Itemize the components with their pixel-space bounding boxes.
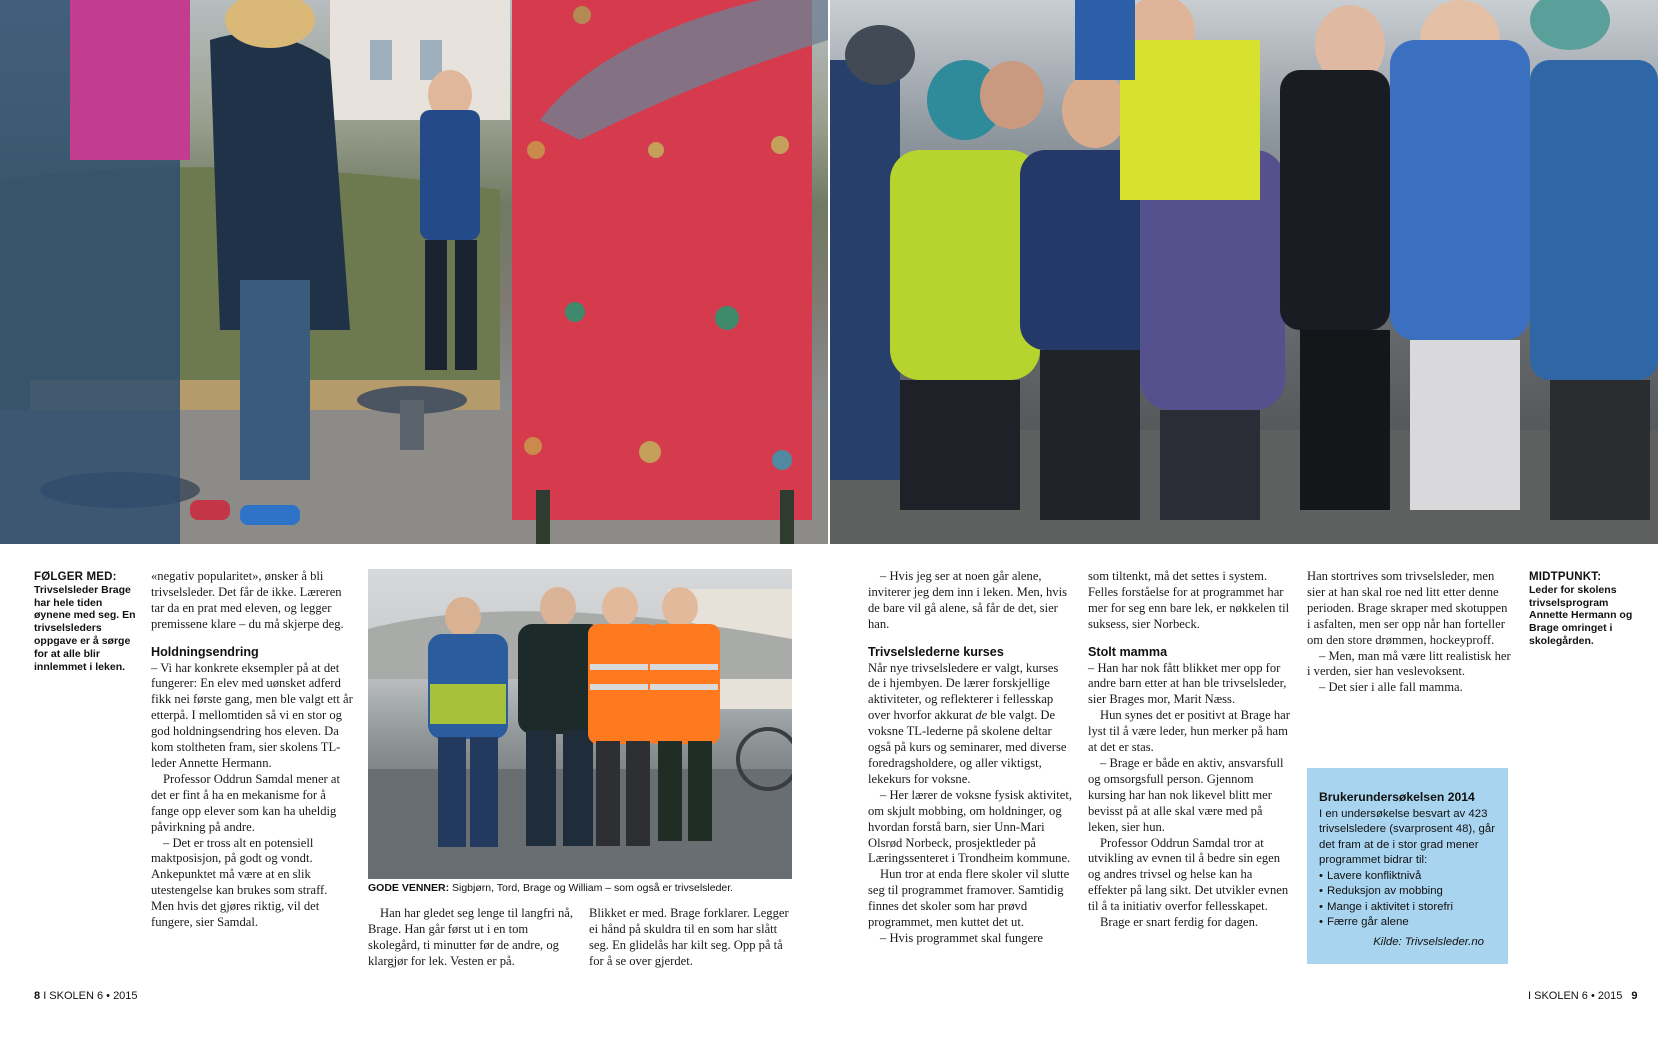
photo-right-illustration: [830, 0, 1658, 544]
folio-right-text: I SKOLEN 6 • 2015: [1528, 990, 1623, 1002]
column5-paragraph-3: Hun synes det er positivt at Brage har lyst til å være leder, hun merker på ham at det er stas.: [1088, 708, 1290, 755]
page-number-right: 9: [1631, 990, 1638, 1002]
article-column-6: [1307, 569, 1511, 696]
column5-paragraph-1: som tiltenkt, må det settes i system. Felles forståelse for at programmet har mer for seg enn bare lek, er nøkkelen til suksess, sier Norbeck.: [1088, 569, 1290, 631]
article-column-5: [1088, 569, 1294, 931]
factbox-intro: I en undersøkelse besvart av 423 trivselsledere (svarprosent 48), går det fram at de i stor grad mener programmet bidrar til:: [1319, 807, 1495, 866]
caption-middle-text: Sigbjørn, Tord, Brage og William – som også er trivselsleder.: [449, 882, 734, 894]
column5-paragraph-2: – Han har nok fått blikket mer opp for andre barn etter at han ble trivselsleder, sier Brages mor, Marit Næss.: [1088, 660, 1287, 707]
column5-paragraph-6: Brage er snart ferdig for dagen.: [1100, 915, 1259, 930]
column2-paragraph-1: Han har gledet seg lenge til langfri nå, Brage. Han går først ut i en tom skolegård, ti minutter før de andre, og klargjør for lek. Vesten er på.: [368, 906, 574, 968]
factbox-list: [1319, 869, 1498, 931]
column4-paragraph-3: – Her lærer de voksne fysisk aktivitet, om skjult mobbing, om holdninger, og hvordan forstå barn, sier Unn-Mari Olsrød Norbeck, prosjektleder på Læringssenteret i Trondheim kommune.: [868, 787, 1073, 866]
column6-paragraph-1: Han stortrives som trivselsleder, men sier at han skal roe ned litt etter denne perioden. Brage skraper med skotuppen i asfalten, men ser opp når han forteller om den store drømmen, hockeyproff.: [1307, 569, 1508, 647]
article-column-3: [589, 906, 797, 970]
factbox-title: Brukerundersøkelsen 2014: [1319, 790, 1475, 804]
column1-paragraph-2: – Vi har konkrete eksempler på at det fungerer: En elev med uønsket adferd fikk nei første gang, men ble valgt ett år etterpå. I mellomtiden så vi en stor og god holdningsendring hos eleven. Da kom stoltheten fram, sier skolens TL-leder Annette Hermann.: [151, 660, 353, 770]
column5-paragraph-5: Professor Oddrun Samdal tror at utvikling av evnen til å bedre sin egen og andres trivsel og helse kan ha effekter på lang sikt. Det utvikler evnen til å ta initiativ overfor fellesskapet.: [1088, 835, 1289, 914]
column3-paragraph-1: Blikket er med. Brage forklarer. Legger ei hånd på skuldra til en som har slått seg. En glidelås har kilt seg. Opp på tå for å se over gjerdet.: [589, 906, 789, 968]
column4-paragraph-2-b: ble valgt. De voksne TL-lederne på skolene deltar også på kurs og seminarer, med diverse foredragsholdere, og aller viktigst, lekekurs for voksne.: [868, 708, 1067, 786]
column4-paragraph-4: Hun tror at enda flere skoler vil slutte seg til programmet framover. Samtidig finnes det skoler som har prøvd programmet, men kuttet det ut.: [868, 867, 1070, 930]
caption-left: [34, 571, 139, 673]
column5-paragraph-4: – Brage er både en aktiv, ansvarsfull og omsorgsfull person. Gjennom kursing har han nok likevel blitt mer bevisst på at alle skal være med på leken, sier hun.: [1088, 755, 1284, 834]
caption-middle-label: GODE VENNER:: [368, 882, 450, 894]
factbox-list-item: • Lavere konfliktnivå: [1319, 869, 1498, 885]
caption-right: [1529, 571, 1639, 648]
photo-mid-illustration: [368, 569, 792, 879]
caption-right-label: MIDTPUNKT:: [1529, 571, 1602, 583]
caption-left-text: Trivselsleder Brage har hele tiden øynene med seg. En trivselsleders oppgave er å sørge for at alle blir innlemmet i leken.: [34, 583, 136, 673]
photo-left-illustration: [0, 0, 828, 544]
column4-paragraph-2-a: Når nye trivselsledere er valgt, kurses de i hjembyen. De lærer forskjellige aktiviteter, og reflekterer i fellesskap over hvorfor akkurat: [868, 660, 1059, 723]
column1-paragraph-1: «negativ popularitet», ønsker å bli trivselsleder. Det får de ikke. Læreren tar da en prat med eleven, og legger premissene klare – du må skjerpe deg.: [151, 569, 344, 631]
photo-friends: [368, 569, 792, 879]
factbox-source: Kilde: Trivselsleder.no: [1373, 935, 1484, 948]
column1-paragraph-3: Professor Oddrun Samdal mener at det er fint å ha en mekanisme for å fange opp elever som kan ha uheldig påvirkning på andre.: [151, 771, 340, 834]
article-column-1: [151, 569, 353, 931]
subheading-trivselslederne-kurses: Trivselslederne kurses: [868, 644, 1004, 659]
folio-right: [1528, 990, 1638, 1002]
column6-paragraph-3: – Det sier i alle fall mamma.: [1319, 680, 1463, 695]
article-column-4: [868, 569, 1073, 947]
caption-left-label: FØLGER MED:: [34, 571, 117, 583]
subheading-holdningsendring: Holdningsendring: [151, 644, 259, 659]
column4-paragraph-1: – Hvis jeg ser at noen går alene, inviterer jeg dem inn i leken. Men, hvis de bare vil gå alene, så får de det, sier han.: [868, 569, 1068, 631]
column1-paragraph-4: – Det er tross alt en potensiell maktposisjon, på godt og vondt. Ankepunktet må være at en slik utestengelse kan brukes som straff. Men hvis det gjøres riktig, vil det fungere, sier Samdal.: [151, 835, 328, 930]
factbox-list-item: • Reduksjon av mobbing: [1319, 884, 1498, 900]
folio-left: [34, 990, 138, 1002]
photo-playground-left: [0, 0, 828, 544]
factbox-brukerundersokelsen: [1307, 768, 1508, 964]
column4-paragraph-2-emphasis: de: [975, 708, 988, 723]
subheading-stolt-mamma: Stolt mamma: [1088, 644, 1168, 659]
factbox-list-item: • Mange i aktivitet i storefri: [1319, 900, 1498, 916]
caption-middle: [368, 882, 808, 894]
factbox-list-item: • Færre går alene: [1319, 915, 1498, 931]
column4-paragraph-2: [868, 661, 1073, 788]
column6-paragraph-2: – Men, man må være litt realistisk her i verden, sier han veslevoksent.: [1307, 648, 1511, 679]
article-column-2: [368, 906, 576, 970]
photo-group-right: [830, 0, 1658, 544]
page-number-left: 8: [34, 990, 41, 1002]
folio-left-text: I SKOLEN 6 • 2015: [43, 990, 138, 1002]
column4-paragraph-5: – Hvis programmet skal fungere: [880, 930, 1043, 945]
caption-right-text: Leder for skolens trivselsprogram Annette Hermann og Brage omringet i skolegården.: [1529, 583, 1633, 647]
